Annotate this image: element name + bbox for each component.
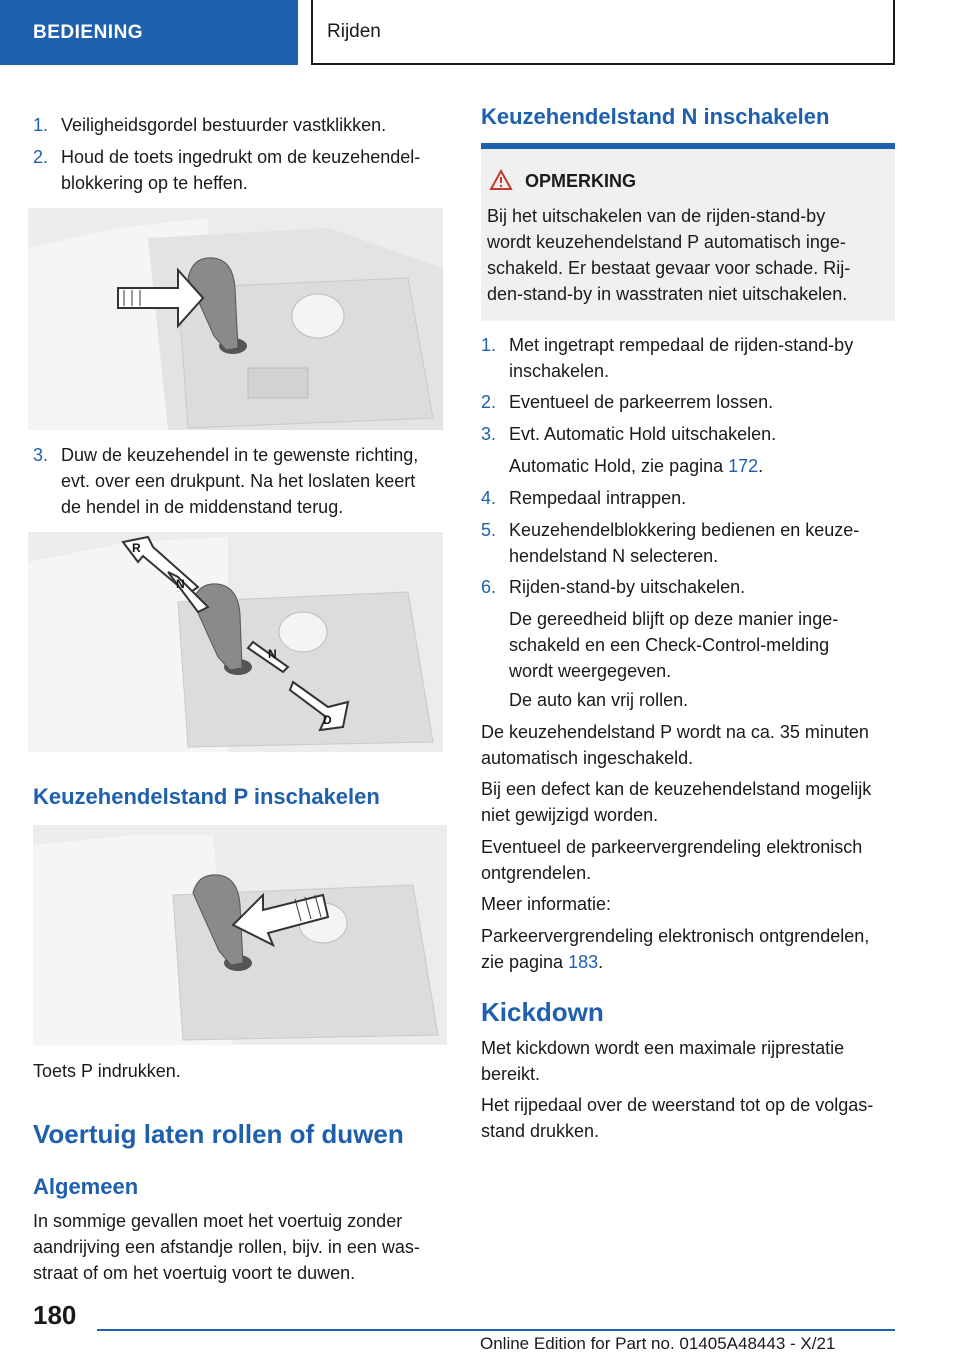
step-text: Rijden-stand-by uitschakelen. (509, 577, 746, 597)
reference-text: zie pagina (481, 952, 569, 972)
step-text: Keuzehendelblokkering bedienen en keuze- (509, 520, 860, 540)
heading-roll-push: Voertuig laten rollen of duwen (33, 1119, 404, 1149)
paragraph-line: ontgrendelen. (481, 863, 592, 883)
section-tab: BEDIENING (0, 0, 298, 65)
paragraph-more-info: Meer informatie: (481, 894, 612, 914)
p-button-illustration (33, 825, 447, 1045)
step-number: 6. (481, 577, 497, 597)
step-text: Rempedaal intrappen. (509, 488, 687, 508)
page-link-172[interactable]: 172 (728, 456, 759, 476)
paragraph-kickdown-1 (481, 1035, 844, 1087)
paragraph-line: Eventueel de parkeervergrendeling elektronisch (481, 837, 863, 857)
step-6-roll: De auto kan vrij rollen. (509, 690, 689, 710)
page-link-183[interactable]: 183 (568, 952, 599, 972)
note-line: schakeld. Er bestaat gevaar voor schade. Rij- (487, 258, 851, 278)
reference-end: . (598, 952, 604, 972)
step-text: evt. over een drukpunt. Na het loslaten keert (61, 471, 416, 491)
step-text: Eventueel de parkeerrem lossen. (509, 392, 774, 412)
paragraph-line: Parkeervergrendeling elektronisch ontgrendelen, (481, 926, 870, 946)
figure-gear-positions (28, 532, 443, 752)
paragraph-line: Met kickdown wordt een maximale rijprestatie (481, 1038, 845, 1058)
step-number: 2. (33, 147, 49, 167)
step-text: blokkering op te heffen. (61, 173, 248, 193)
paragraph-kickdown-2 (481, 1092, 873, 1144)
step-number: 2. (481, 392, 497, 412)
footer-divider (97, 1329, 895, 1331)
warning-icon (489, 169, 513, 191)
step-text: de hendel in de middenstand terug. (61, 497, 344, 517)
instruction-press-p: Toets P indrukken. (33, 1061, 181, 1081)
note-title: OPMERKING (525, 171, 637, 191)
chapter-title: Rijden (311, 0, 895, 65)
paragraph-unlock (481, 834, 862, 886)
step-text: Met ingetrapt rempedaal de rijden-stand-by (509, 335, 854, 355)
reference-text: Automatic Hold, zie pagina (509, 456, 729, 476)
gear-positions-illustration (28, 532, 443, 752)
note-line: wordt keuzehendelstand P automatisch inge- (487, 232, 846, 252)
paragraph-line: De keuzehendelstand P wordt na ca. 35 minuten (481, 722, 869, 742)
paragraph-line: automatisch ingeschakeld. (481, 748, 694, 768)
general-line: straat of om het voertuig voort te duwen. (33, 1263, 356, 1283)
note-line: Bij het uitschakelen van de rijden-stand-by (487, 206, 826, 226)
step-number: 5. (481, 520, 497, 540)
step-text: Houd de toets ingedrukt om de keuzehendel- (61, 147, 421, 167)
heading-n-position: Keuzehendelstand N inschakelen (481, 104, 830, 129)
gear-selector-illustration (28, 208, 443, 430)
page-number: 180 (33, 1300, 77, 1330)
detail-line: De gereedheid blijft op deze manier inge- (509, 609, 839, 629)
gear-label-d: D (323, 713, 332, 727)
gear-label-n-upper: N (176, 577, 185, 591)
heading-general: Algemeen (33, 1174, 139, 1199)
note-box (481, 149, 895, 321)
general-line: In sommige gevallen moet het voertuig zonder (33, 1211, 403, 1231)
figure-p-button (33, 825, 447, 1045)
figure-gear-selector-unlock (28, 208, 443, 430)
step-number: 1. (481, 335, 497, 355)
step-number: 1. (33, 115, 49, 135)
general-line: aandrijving een afstandje rollen, bijv. in een was- (33, 1237, 420, 1257)
step-text: Veiligheidsgordel bestuurder vastklikken. (61, 115, 387, 135)
paragraph-line: bereikt. (481, 1064, 541, 1084)
reference-end: . (758, 456, 764, 476)
note-body (487, 203, 850, 307)
gear-label-r: R (132, 541, 141, 555)
paragraph-auto-p (481, 719, 869, 771)
heading-kickdown: Kickdown (481, 997, 604, 1027)
step-6-detail (509, 606, 838, 684)
step-text: inschakelen. (509, 361, 610, 381)
paragraph-defect (481, 776, 871, 828)
detail-line: schakeld en een Check-Control-melding (509, 635, 830, 655)
step-text: hendelstand N selecteren. (509, 546, 719, 566)
note-line: den-stand-by in wasstraten niet uitschakelen. (487, 284, 848, 304)
gear-label-n-lower: N (268, 647, 277, 661)
paragraph-line: stand drukken. (481, 1121, 600, 1141)
paragraph-reference (481, 923, 869, 975)
step-number: 4. (481, 488, 497, 508)
heading-p-position: Keuzehendelstand P inschakelen (33, 784, 380, 809)
paragraph-line: niet gewijzigd worden. (481, 805, 659, 825)
step-text: Evt. Automatic Hold uitschakelen. (509, 424, 777, 444)
step-number: 3. (481, 424, 497, 444)
edition-text: Online Edition for Part no. 01405A48443 - X/21 (480, 1334, 836, 1353)
paragraph-line: Bij een defect kan de keuzehendelstand mogelijk (481, 779, 872, 799)
paragraph-line: Het rijpedaal over de weerstand tot op de volgas- (481, 1095, 874, 1115)
step-text: Duw de keuzehendel in te gewenste richting, (61, 445, 419, 465)
step-number: 3. (33, 445, 49, 465)
reference-automatic-hold (509, 453, 763, 479)
detail-line: wordt weergegeven. (509, 661, 672, 681)
